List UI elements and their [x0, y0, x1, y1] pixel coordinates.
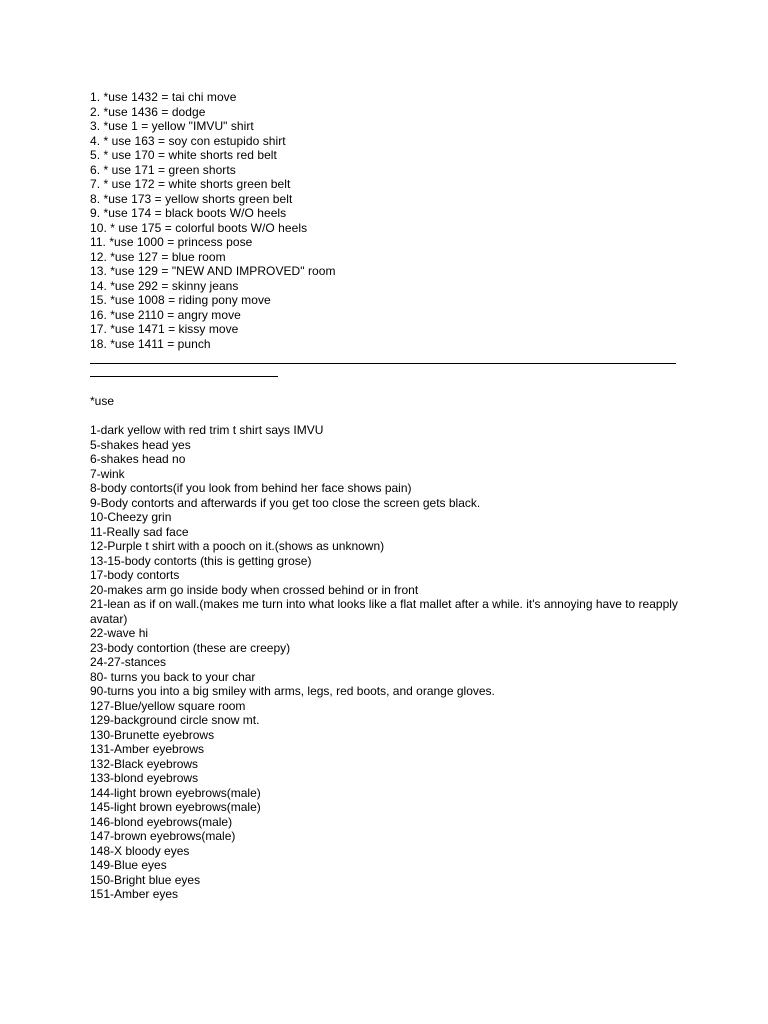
- list-item: 6-shakes head no: [90, 452, 186, 466]
- list-item: 5. * use 170 = white shorts red belt: [90, 148, 277, 162]
- separator-line: [90, 363, 676, 364]
- list-item: 4. * use 163 = soy con estupido shirt: [90, 133, 286, 148]
- list-item: 10-Cheezy grin: [90, 510, 172, 524]
- list-item: 90-turns you into a big smiley with arms, legs, red boots, and orange gloves.: [90, 684, 495, 698]
- list-item: 130-Brunette eyebrows: [90, 727, 215, 742]
- list-item: 8. *use 173 = yellow shorts green belt: [90, 191, 293, 206]
- list-item: 17-body contorts: [90, 568, 180, 582]
- list-item: 24-27-stances: [90, 655, 167, 669]
- list-item: 12-Purple t shirt with a pooch on it.(shows as unknown): [90, 539, 385, 553]
- list-item: 11. *use 1000 = princess pose: [90, 235, 253, 249]
- list-item: 151-Amber eyes: [90, 887, 179, 901]
- list-item: 23-body contortion (these are creepy): [90, 640, 291, 655]
- list-item: 11-Really sad face: [90, 524, 189, 539]
- list-item: 9-Body contorts and afterwards if you get too close the screen gets black.: [90, 495, 481, 510]
- list-item: 13. *use 129 = "NEW AND IMPROVED" room: [90, 264, 336, 278]
- list-item: 146-blond eyebrows(male): [90, 814, 233, 829]
- separator-line-short: [90, 376, 278, 377]
- list-item: 14. *use 292 = skinny jeans: [90, 278, 239, 293]
- list-item: 144-light brown eyebrows(male): [90, 785, 261, 800]
- list-item: 149-Blue eyes: [90, 858, 167, 872]
- list-item: 148-X bloody eyes: [90, 843, 190, 858]
- section-heading: *use: [90, 394, 115, 408]
- list-item: 17. *use 1471 = kissy move: [90, 322, 239, 336]
- list-item: 2. *use 1436 = dodge: [90, 104, 206, 119]
- list-item: 7-wink: [90, 466, 125, 481]
- list-item: 1. *use 1432 = tai chi move: [90, 90, 237, 104]
- list-item: 145-light brown eyebrows(male): [90, 800, 261, 814]
- use-codes-section: [90, 394, 690, 902]
- list-item: 147-brown eyebrows(male): [90, 829, 236, 843]
- list-item: 9. *use 174 = black boots W/O heels: [90, 206, 287, 220]
- list-item: 20-makes arm go inside body when crossed behind or in front: [90, 582, 419, 597]
- blank-line: [90, 409, 690, 424]
- list-item: 16. *use 2110 = angry move: [90, 307, 241, 322]
- list-item: 18. *use 1411 = punch: [90, 336, 211, 351]
- list-item: 129-background circle snow mt.: [90, 713, 260, 727]
- list-item: 127-Blue/yellow square room: [90, 698, 246, 713]
- list-item: 5-shakes head yes: [90, 437, 191, 452]
- list-item: 6. * use 171 = green shorts: [90, 162, 236, 177]
- list-item: 132-Black eyebrows: [90, 756, 199, 771]
- codes-list: [90, 90, 690, 351]
- list-item: 21-lean as if on wall.(makes me turn into what looks like a flat mallet after a while. it's annoying have to reapply avatar): [90, 597, 678, 626]
- list-item: 131-Amber eyebrows: [90, 742, 205, 756]
- list-item: 13-15-body contorts (this is getting grose): [90, 553, 312, 568]
- list-item: 10. * use 175 = colorful boots W/O heels: [90, 220, 308, 235]
- list-item: 3. *use 1 = yellow "IMVU" shirt: [90, 119, 254, 133]
- list-item: 7. * use 172 = white shorts green belt: [90, 177, 291, 191]
- list-item: 15. *use 1008 = riding pony move: [90, 293, 271, 307]
- list-item: 1-dark yellow with red trim t shirt says IMVU: [90, 423, 324, 437]
- list-item: 12. *use 127 = blue room: [90, 249, 226, 264]
- list-item: 133-blond eyebrows: [90, 771, 199, 785]
- list-item: 22-wave hi: [90, 626, 149, 640]
- list-item: 8-body contorts(if you look from behind her face shows pain): [90, 481, 412, 495]
- list-item: 80- turns you back to your char: [90, 669, 256, 684]
- list-item: 150-Bright blue eyes: [90, 872, 201, 887]
